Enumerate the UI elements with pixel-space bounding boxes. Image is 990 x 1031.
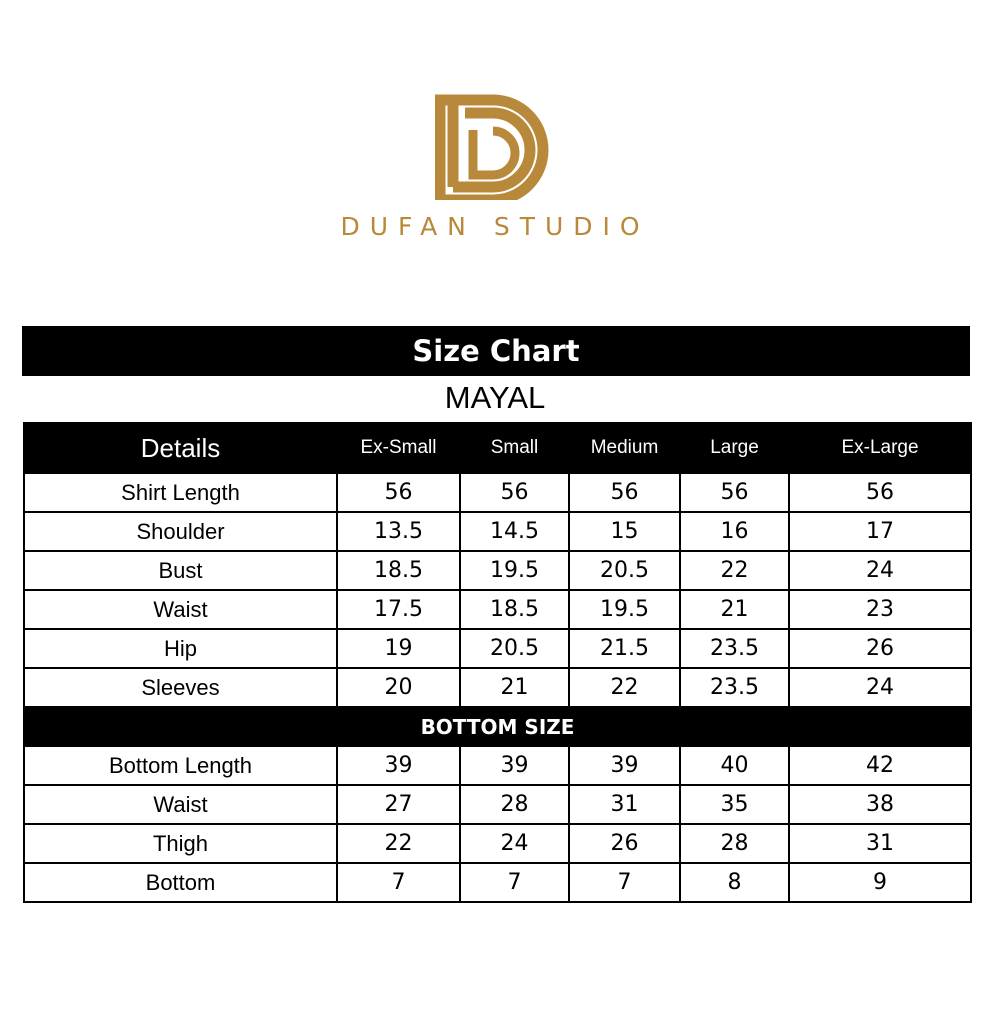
column-header-medium: Medium — [569, 423, 680, 473]
size-value-cell: 22 — [680, 551, 789, 590]
size-value-cell: 38 — [789, 785, 971, 824]
table-row — [24, 473, 971, 512]
size-value-cell: 9 — [789, 863, 971, 902]
size-value-cell: 56 — [680, 473, 789, 512]
size-value-cell: 18.5 — [460, 590, 569, 629]
table-row — [24, 746, 971, 785]
size-value-cell: 15 — [569, 512, 680, 551]
size-value-cell: 24 — [789, 668, 971, 707]
size-value-cell: 26 — [569, 824, 680, 863]
dd-monogram-logo-icon — [435, 90, 555, 200]
size-value-cell: 28 — [680, 824, 789, 863]
row-label: Hip — [24, 629, 337, 668]
table-row — [24, 785, 971, 824]
size-value-cell: 24 — [460, 824, 569, 863]
column-header-small: Small — [460, 423, 569, 473]
table-row — [24, 863, 971, 902]
size-value-cell: 42 — [789, 746, 971, 785]
size-value-cell: 26 — [789, 629, 971, 668]
table-row — [24, 551, 971, 590]
column-header-details: Details — [24, 423, 337, 473]
table-body — [24, 473, 971, 902]
row-label: Waist — [24, 590, 337, 629]
row-label: Sleeves — [24, 668, 337, 707]
size-value-cell: 18.5 — [337, 551, 460, 590]
size-value-cell: 27 — [337, 785, 460, 824]
size-value-cell: 13.5 — [337, 512, 460, 551]
row-label: Bottom Length — [24, 746, 337, 785]
size-value-cell: 19.5 — [569, 590, 680, 629]
size-value-cell: 21.5 — [569, 629, 680, 668]
table-row — [24, 590, 971, 629]
size-value-cell: 24 — [789, 551, 971, 590]
size-value-cell: 7 — [460, 863, 569, 902]
size-value-cell: 56 — [789, 473, 971, 512]
size-value-cell: 39 — [337, 746, 460, 785]
size-value-cell: 17 — [789, 512, 971, 551]
table-row — [24, 512, 971, 551]
size-value-cell: 56 — [569, 473, 680, 512]
table-header-row — [24, 423, 971, 473]
size-value-cell: 22 — [337, 824, 460, 863]
size-value-cell: 39 — [460, 746, 569, 785]
size-value-cell: 7 — [569, 863, 680, 902]
size-value-cell: 31 — [789, 824, 971, 863]
size-value-cell: 31 — [569, 785, 680, 824]
size-value-cell: 40 — [680, 746, 789, 785]
size-value-cell: 8 — [680, 863, 789, 902]
size-value-cell: 22 — [569, 668, 680, 707]
size-value-cell: 28 — [460, 785, 569, 824]
bottom-size-section-title: BOTTOM SIZE — [24, 707, 971, 746]
size-value-cell: 21 — [680, 590, 789, 629]
table-row — [24, 629, 971, 668]
table-row — [24, 668, 971, 707]
row-label: Waist — [24, 785, 337, 824]
column-header-ex-large: Ex-Large — [789, 423, 971, 473]
size-value-cell: 35 — [680, 785, 789, 824]
size-value-cell: 19 — [337, 629, 460, 668]
size-value-cell: 21 — [460, 668, 569, 707]
brand-logo — [0, 90, 990, 200]
size-value-cell: 16 — [680, 512, 789, 551]
size-value-cell: 19.5 — [460, 551, 569, 590]
row-label: Bust — [24, 551, 337, 590]
table-row — [24, 824, 971, 863]
size-value-cell: 20.5 — [569, 551, 680, 590]
row-label: Shoulder — [24, 512, 337, 551]
column-header-large: Large — [680, 423, 789, 473]
column-header-ex-small: Ex-Small — [337, 423, 460, 473]
size-value-cell: 14.5 — [460, 512, 569, 551]
size-value-cell: 39 — [569, 746, 680, 785]
row-label: Thigh — [24, 824, 337, 863]
bottom-size-section-row — [24, 707, 971, 746]
product-name: MAYAL — [444, 380, 546, 415]
size-value-cell: 56 — [460, 473, 569, 512]
brand-name: DUFAN STUDIO — [340, 212, 650, 241]
size-value-cell: 7 — [337, 863, 460, 902]
size-value-cell: 23.5 — [680, 629, 789, 668]
size-value-cell: 23 — [789, 590, 971, 629]
size-value-cell: 20 — [337, 668, 460, 707]
size-value-cell: 17.5 — [337, 590, 460, 629]
row-label: Bottom — [24, 863, 337, 902]
row-label: Shirt Length — [24, 473, 337, 512]
size-chart-table — [23, 422, 972, 903]
size-chart-title: Size Chart — [22, 326, 970, 376]
size-value-cell: 23.5 — [680, 668, 789, 707]
size-value-cell: 56 — [337, 473, 460, 512]
size-value-cell: 20.5 — [460, 629, 569, 668]
